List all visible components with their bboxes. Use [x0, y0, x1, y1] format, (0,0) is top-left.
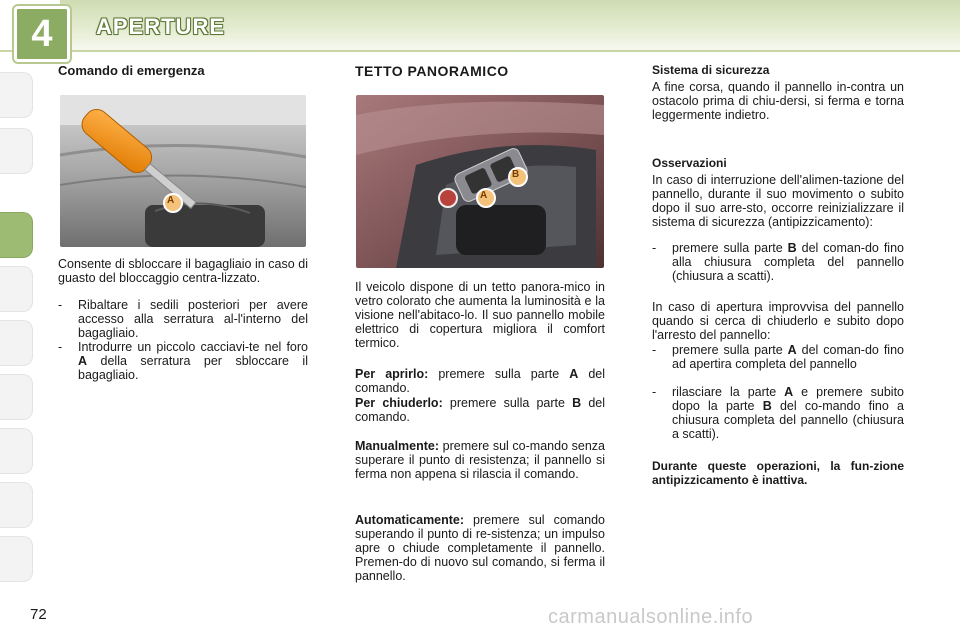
side-tab-current[interactable] [0, 212, 33, 258]
security-text: A fine corsa, quando il pannello in-contra un ostacolo prima di chiu-dersi, si ferma e torna leggermente indietro. [652, 80, 904, 122]
notes-heading: Osservazioni [652, 156, 727, 170]
roof-open-instruction: Per aprirlo: premere sulla parte A del comando. [355, 367, 606, 395]
roof-intro: Il veicolo dispone di un tetto panora-mico in vetro colorato che aumenta la luminosità e la visione nell'abitaco-lo. Il suo pannello mobile elettrico di copertura migliora il comfort termico. [355, 280, 605, 350]
side-tab-6[interactable] [0, 374, 33, 420]
chapter-title: APERTURE [96, 14, 226, 39]
notes-step: - premere sulla parte B del coman-do fino alla chiusura completa del pannello (chiusura a scatti). [652, 241, 904, 283]
watermark: carmanualsonline.info [548, 606, 754, 628]
side-tab-2[interactable] [0, 128, 33, 174]
roof-automatic-mode: Automaticamente: premere sul comando superando il punto di re-sistenza; un impulso apre o chiude completamente il pannello. Premen-do di nuovo sul comando, si ferma il pannello. [355, 513, 605, 583]
side-tab-8[interactable] [0, 482, 33, 528]
side-tab-1[interactable] [0, 72, 33, 118]
roof-close-instruction: Per chiuderlo: premere sulla parte B del comando. [355, 396, 605, 424]
trunk-lock-label: A [167, 195, 175, 206]
side-tab-5[interactable] [0, 320, 33, 366]
emergency-intro: Consente di sbloccare il bagagliaio in caso di guasto del bloccaggio centra-lizzato. [58, 257, 308, 285]
notes-text: In caso di interruzione dell'alimen-tazione del pannello, durante il suo movimento o subito dopo il suo arre-sto, occorre reinizializzare il sistema di sicurezza (antipizzicamento): [652, 173, 904, 229]
side-tab-4[interactable] [0, 266, 33, 312]
roof-control-photo [356, 95, 604, 268]
security-heading: Sistema di sicurezza [652, 63, 770, 77]
header-divider [0, 50, 960, 52]
roof-manual-mode: Manualmente: premere sul co-mando senza superare il punto di resistenza; il pannello si ferma non appena si rilascia il comando. [355, 439, 605, 481]
sudden-open-step-1: - premere sulla parte A del coman-do fino ad apertira completa del pannello [652, 343, 904, 371]
emergency-step-1: - Ribaltare i sedili posteriori per avere accesso alla serratura al-l'interno del bagagliaio. [58, 298, 308, 340]
trunk-lock-photo [60, 95, 306, 247]
chapter-number-badge: 4 [14, 6, 70, 62]
side-tab-7[interactable] [0, 428, 33, 474]
roof-control-label-b: B [512, 169, 520, 180]
anti-pinch-warning: Durante queste operazioni, la fun-zione antipizzicamento è inattiva. [652, 459, 904, 487]
emergency-step-2: - Introdurre un piccolo cacciavi-te nel foro A della serratura per sbloccare il bagagliaio. [58, 340, 308, 382]
panoramic-roof-heading: TETTO PANORAMICO [355, 63, 509, 79]
roof-control-label-a: A [480, 190, 488, 201]
emergency-heading: Comando di emergenza [58, 63, 205, 78]
page-number: 72 [30, 606, 47, 623]
sudden-open-step-2: - rilasciare la parte A e premere subito dopo la parte B del co-mando fino a chiusura completa del pannello (chiusura a scatti). [652, 385, 904, 441]
sudden-open-text: In caso di apertura improvvisa del pannello quando si cerca di chiuderlo e subito dopo l'arresto del pannello: [652, 300, 904, 342]
side-tab-9[interactable] [0, 536, 33, 582]
